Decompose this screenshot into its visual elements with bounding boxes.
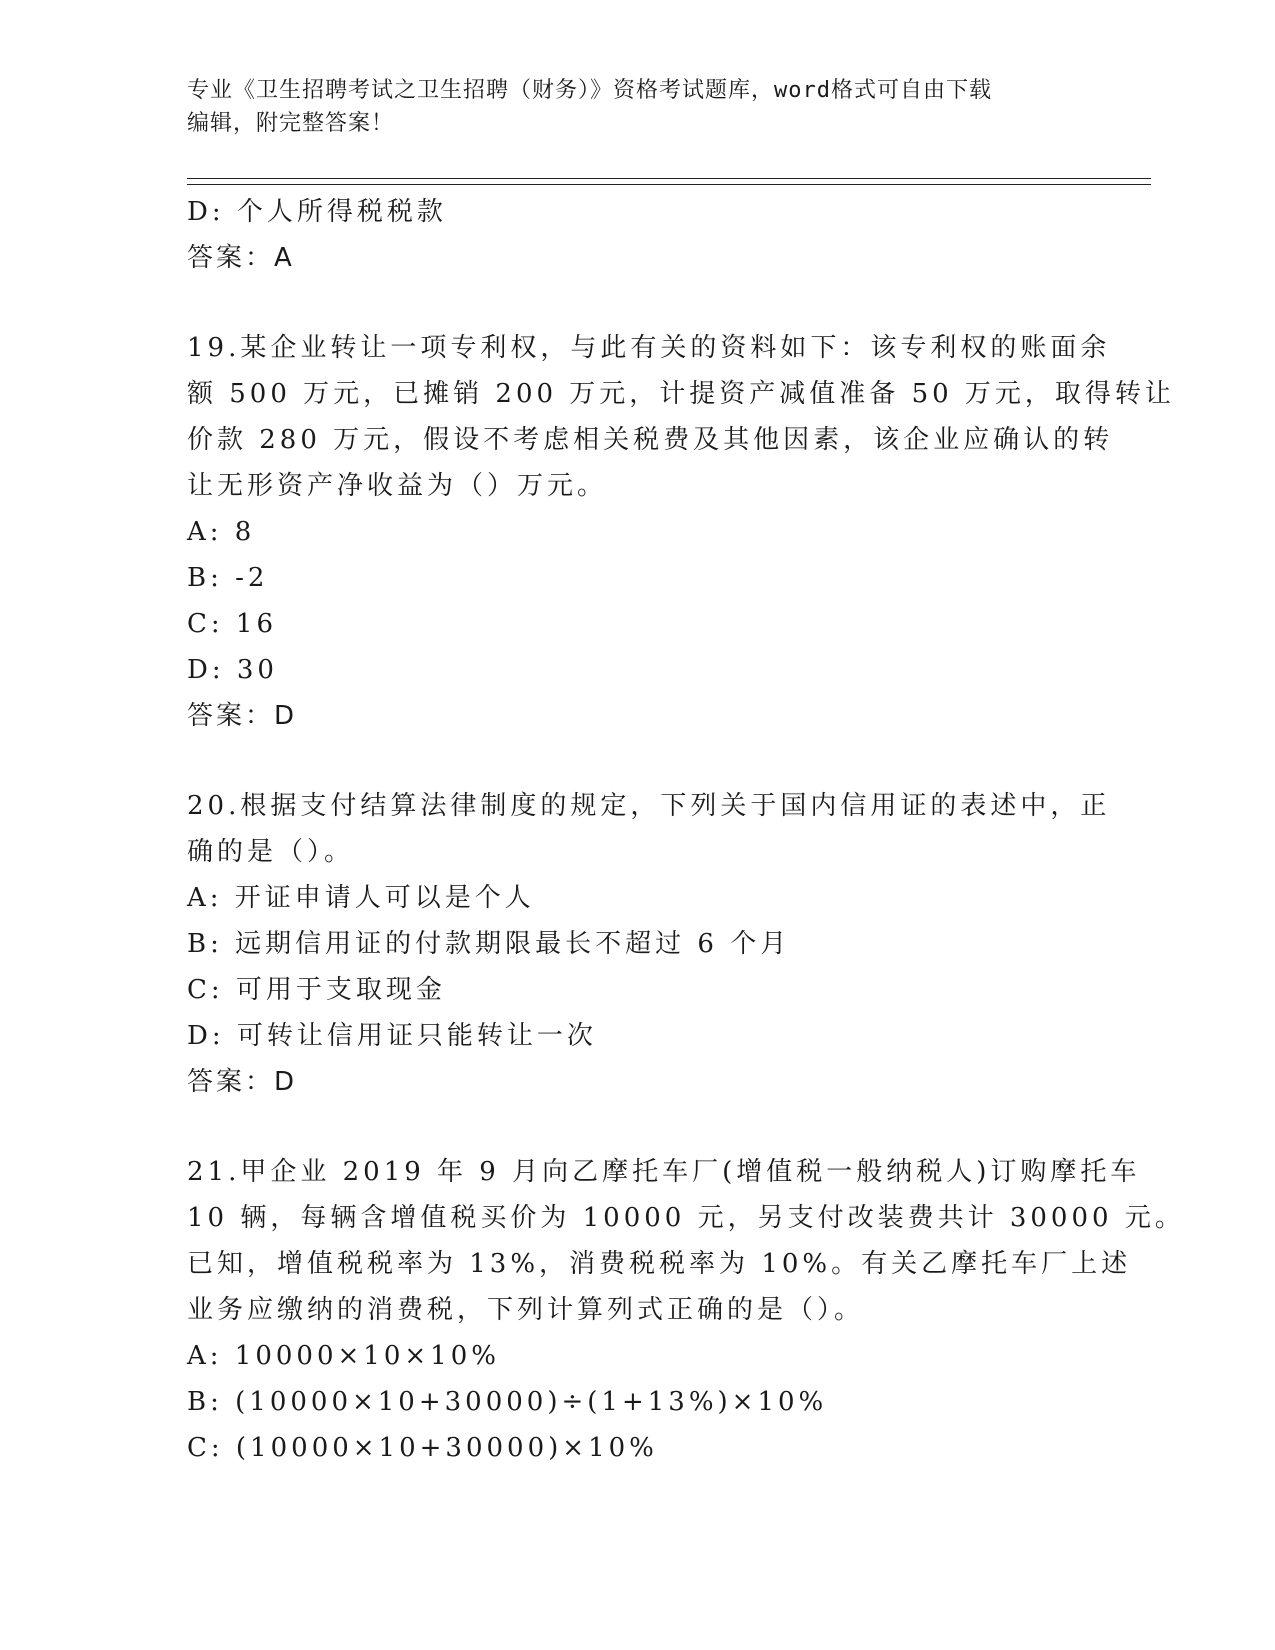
answer: 答案：D: [187, 1067, 298, 1097]
option-d: D: 可转让信用证只能转让一次: [187, 1021, 597, 1051]
header-rule-top: [187, 178, 1151, 179]
question-text: 已知，增值税税率为 13%，消费税税率为 10%。有关乙摩托车厂上述: [187, 1249, 1132, 1279]
option-b: B: 远期信用证的付款期限最长不超过 6 个月: [187, 929, 791, 959]
option-a: A: 开证申请人可以是个人: [187, 883, 535, 913]
header-rule-bottom: [187, 184, 1151, 185]
answer: 答案：A: [187, 243, 295, 273]
header-line-1: 专业《卫生招聘考试之卫生招聘（财务）》资格考试题库，word格式可自由下载: [187, 78, 992, 103]
answer: 答案：D: [187, 701, 298, 731]
question-21: [187, 1149, 1185, 1471]
header-line-2: 编辑，附完整答案！: [187, 111, 395, 136]
question-19: [187, 325, 1175, 739]
question-text: 21.甲企业 2019 年 9 月向乙摩托车厂(增值税一般纳税人)订购摩托车: [187, 1157, 1141, 1187]
question-text: 确的是（）。: [187, 837, 355, 867]
question-text: 10 辆，每辆含增值税买价为 10000 元，另支付改装费共计 30000 元。: [187, 1203, 1185, 1233]
option-b: B: (10000×10+30000)÷(1+13%)×10%: [187, 1387, 828, 1417]
document-header: [187, 74, 1087, 140]
option-a: A: 8: [187, 517, 256, 547]
question-text: 19.某企业转让一项专利权，与此有关的资料如下：该专利权的账面余: [187, 333, 1111, 363]
option-c: C: 可用于支取现金: [187, 975, 446, 1005]
question-text: 让无形资产净收益为（）万元。: [187, 471, 608, 501]
question-text: 价款 280 万元，假设不考虑相关税费及其他因素，该企业应确认的转: [187, 425, 1114, 455]
option-c: C: (10000×10+30000)×10%: [187, 1433, 658, 1463]
document-body: [187, 189, 1185, 1471]
option-a: A: 10000×10×10%: [187, 1341, 500, 1371]
option-b: B: -2: [187, 563, 269, 593]
question-text: 额 500 万元，已摊销 200 万元，计提资产减值准备 50 万元，取得转让: [187, 379, 1175, 409]
option-d: D: 个人所得税税款: [187, 197, 447, 227]
question-text: 20.根据支付结算法律制度的规定，下列关于国内信用证的表述中，正: [187, 791, 1111, 821]
question-20: [187, 783, 1111, 1105]
option-c: C: 16: [187, 609, 278, 639]
question-text: 业务应缴纳的消费税，下列计算列式正确的是（）。: [187, 1295, 865, 1325]
option-d: D: 30: [187, 655, 278, 685]
